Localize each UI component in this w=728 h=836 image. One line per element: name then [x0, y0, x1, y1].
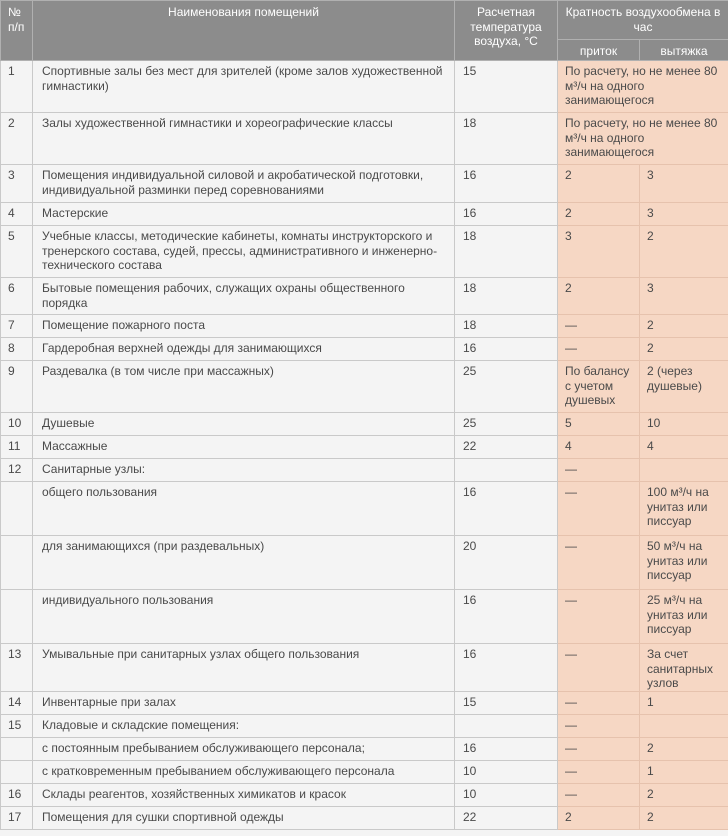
row-number: 1 — [1, 61, 33, 113]
table-row — [1, 413, 728, 436]
room-name: Спортивные залы без мест для зрителей (кроме залов художественной гимнастики) — [33, 61, 455, 113]
exhaust-rate: 2 (через душевые) — [640, 361, 728, 413]
room-name: для занимающихся (при раздевальных) — [33, 536, 455, 590]
supply-rate: 5 — [558, 413, 640, 436]
table-row — [1, 203, 728, 226]
table-row — [1, 692, 728, 715]
room-name: Кладовые и складские помещения: — [33, 715, 455, 738]
supply-rate: 2 — [558, 165, 640, 203]
row-number: 16 — [1, 784, 33, 807]
room-name: Умывальные при санитарных узлах общего пользования — [33, 644, 455, 692]
room-name: Залы художественной гимнастики и хореографические классы — [33, 113, 455, 165]
row-number: 6 — [1, 278, 33, 315]
row-number — [1, 590, 33, 644]
design-temperature: 16 — [455, 482, 558, 536]
supply-rate: — — [558, 536, 640, 590]
supply-rate: — — [558, 715, 640, 738]
exhaust-rate: 2 — [640, 738, 728, 761]
row-number: 9 — [1, 361, 33, 413]
room-name: Раздевалка (в том числе при массажных) — [33, 361, 455, 413]
exhaust-rate: 10 — [640, 413, 728, 436]
exhaust-rate: 3 — [640, 165, 728, 203]
header-exhaust: вытяжка — [640, 40, 728, 61]
header-supply: приток — [558, 40, 640, 61]
exhaust-rate: 1 — [640, 761, 728, 784]
design-temperature: 16 — [455, 338, 558, 361]
exhaust-rate: 2 — [640, 807, 728, 830]
room-name: Гардеробная верхней одежды для занимающихся — [33, 338, 455, 361]
row-number: 13 — [1, 644, 33, 692]
supply-rate: — — [558, 315, 640, 338]
table-row — [1, 361, 728, 413]
table-row — [1, 278, 728, 315]
room-name: индивидуального пользования — [33, 590, 455, 644]
exhaust-rate: За счет санитарных узлов — [640, 644, 728, 692]
table-row — [1, 482, 728, 536]
table-row — [1, 165, 728, 203]
supply-rate: 2 — [558, 278, 640, 315]
table-row — [1, 590, 728, 644]
room-name: с кратковременным пребыванием обслуживающего персонала — [33, 761, 455, 784]
design-temperature: 22 — [455, 807, 558, 830]
table-body — [1, 61, 728, 830]
room-name: Склады реагентов, хозяйственных химикатов и красок — [33, 784, 455, 807]
exhaust-rate: 2 — [640, 784, 728, 807]
supply-rate: 2 — [558, 203, 640, 226]
air-exchange-rate: По расчету, но не менее 80 м³/ч на одного занимающегося — [558, 61, 728, 113]
row-number: 17 — [1, 807, 33, 830]
exhaust-rate: 2 — [640, 226, 728, 278]
supply-rate: — — [558, 482, 640, 536]
row-number: 15 — [1, 715, 33, 738]
room-name: Бытовые помещения рабочих, служащих охраны общественного порядка — [33, 278, 455, 315]
row-number: 14 — [1, 692, 33, 715]
header-temp: Расчетная температура воздуха, °С — [455, 1, 558, 61]
design-temperature: 10 — [455, 761, 558, 784]
supply-rate: — — [558, 338, 640, 361]
room-name: Инвентарные при залах — [33, 692, 455, 715]
table-row — [1, 536, 728, 590]
exhaust-rate: 25 м³/ч на унитаз или писсуар — [640, 590, 728, 644]
design-temperature: 18 — [455, 278, 558, 315]
table-header — [1, 1, 728, 61]
table-row — [1, 807, 728, 830]
room-name: Помещения для сушки спортивной одежды — [33, 807, 455, 830]
room-name: Санитарные узлы: — [33, 459, 455, 482]
design-temperature: 16 — [455, 644, 558, 692]
header-name: Наименования помещений — [33, 1, 455, 61]
exhaust-rate: 3 — [640, 278, 728, 315]
header-num: № п/п — [1, 1, 33, 61]
design-temperature: 16 — [455, 165, 558, 203]
supply-rate: — — [558, 590, 640, 644]
supply-rate: 2 — [558, 807, 640, 830]
room-name: Душевые — [33, 413, 455, 436]
exhaust-rate: 2 — [640, 338, 728, 361]
table-row — [1, 436, 728, 459]
design-temperature: 22 — [455, 436, 558, 459]
supply-rate: — — [558, 738, 640, 761]
air-exchange-rate: По расчету, но не менее 80 м³/ч на одного занимающегося — [558, 113, 728, 165]
supply-rate: — — [558, 459, 640, 482]
row-number: 10 — [1, 413, 33, 436]
design-temperature: 15 — [455, 692, 558, 715]
exhaust-rate: 3 — [640, 203, 728, 226]
room-name: Мастерские — [33, 203, 455, 226]
row-number: 5 — [1, 226, 33, 278]
supply-rate: — — [558, 692, 640, 715]
design-temperature: 16 — [455, 203, 558, 226]
exhaust-rate: 1 — [640, 692, 728, 715]
room-name: Массажные — [33, 436, 455, 459]
row-number: 11 — [1, 436, 33, 459]
row-number — [1, 738, 33, 761]
table-row — [1, 226, 728, 278]
table-row — [1, 784, 728, 807]
design-temperature: 18 — [455, 315, 558, 338]
row-number: 7 — [1, 315, 33, 338]
supply-rate: — — [558, 784, 640, 807]
design-temperature — [455, 715, 558, 738]
table-row — [1, 315, 728, 338]
row-number — [1, 536, 33, 590]
table-row — [1, 644, 728, 692]
supply-rate: 3 — [558, 226, 640, 278]
design-temperature: 10 — [455, 784, 558, 807]
row-number: 3 — [1, 165, 33, 203]
supply-rate: — — [558, 761, 640, 784]
design-temperature: 18 — [455, 226, 558, 278]
table-row — [1, 338, 728, 361]
exhaust-rate: 50 м³/ч на унитаз или писсуар — [640, 536, 728, 590]
design-temperature: 16 — [455, 738, 558, 761]
row-number: 12 — [1, 459, 33, 482]
room-name: общего пользования — [33, 482, 455, 536]
supply-rate: По балансу с учетом душевых — [558, 361, 640, 413]
design-temperature: 15 — [455, 61, 558, 113]
exhaust-rate: 4 — [640, 436, 728, 459]
table-row — [1, 459, 728, 482]
supply-rate: — — [558, 644, 640, 692]
exhaust-rate — [640, 715, 728, 738]
design-temperature: 16 — [455, 590, 558, 644]
header-rate: Кратность воздухообмена в час — [558, 1, 728, 40]
row-number: 8 — [1, 338, 33, 361]
design-temperature — [455, 459, 558, 482]
table-row — [1, 738, 728, 761]
table-row — [1, 715, 728, 738]
row-number — [1, 761, 33, 784]
design-temperature: 20 — [455, 536, 558, 590]
design-temperature: 18 — [455, 113, 558, 165]
room-name: Помещение пожарного поста — [33, 315, 455, 338]
row-number: 4 — [1, 203, 33, 226]
table-row — [1, 61, 728, 113]
supply-rate: 4 — [558, 436, 640, 459]
row-number: 2 — [1, 113, 33, 165]
design-temperature: 25 — [455, 361, 558, 413]
room-name: Помещения индивидуальной силовой и акробатической подготовки, индивидуальной разминки перед соревнованиями — [33, 165, 455, 203]
exhaust-rate: 100 м³/ч на унитаз или писсуар — [640, 482, 728, 536]
exhaust-rate: 2 — [640, 315, 728, 338]
table-row — [1, 761, 728, 784]
room-name: с постоянным пребыванием обслуживающего персонала; — [33, 738, 455, 761]
exhaust-rate — [640, 459, 728, 482]
design-temperature: 25 — [455, 413, 558, 436]
row-number — [1, 482, 33, 536]
table-row — [1, 113, 728, 165]
room-name: Учебные классы, методические кабинеты, комнаты инструкторского и тренерского состава, судей, прессы, административного и инженерно-технического состава — [33, 226, 455, 278]
